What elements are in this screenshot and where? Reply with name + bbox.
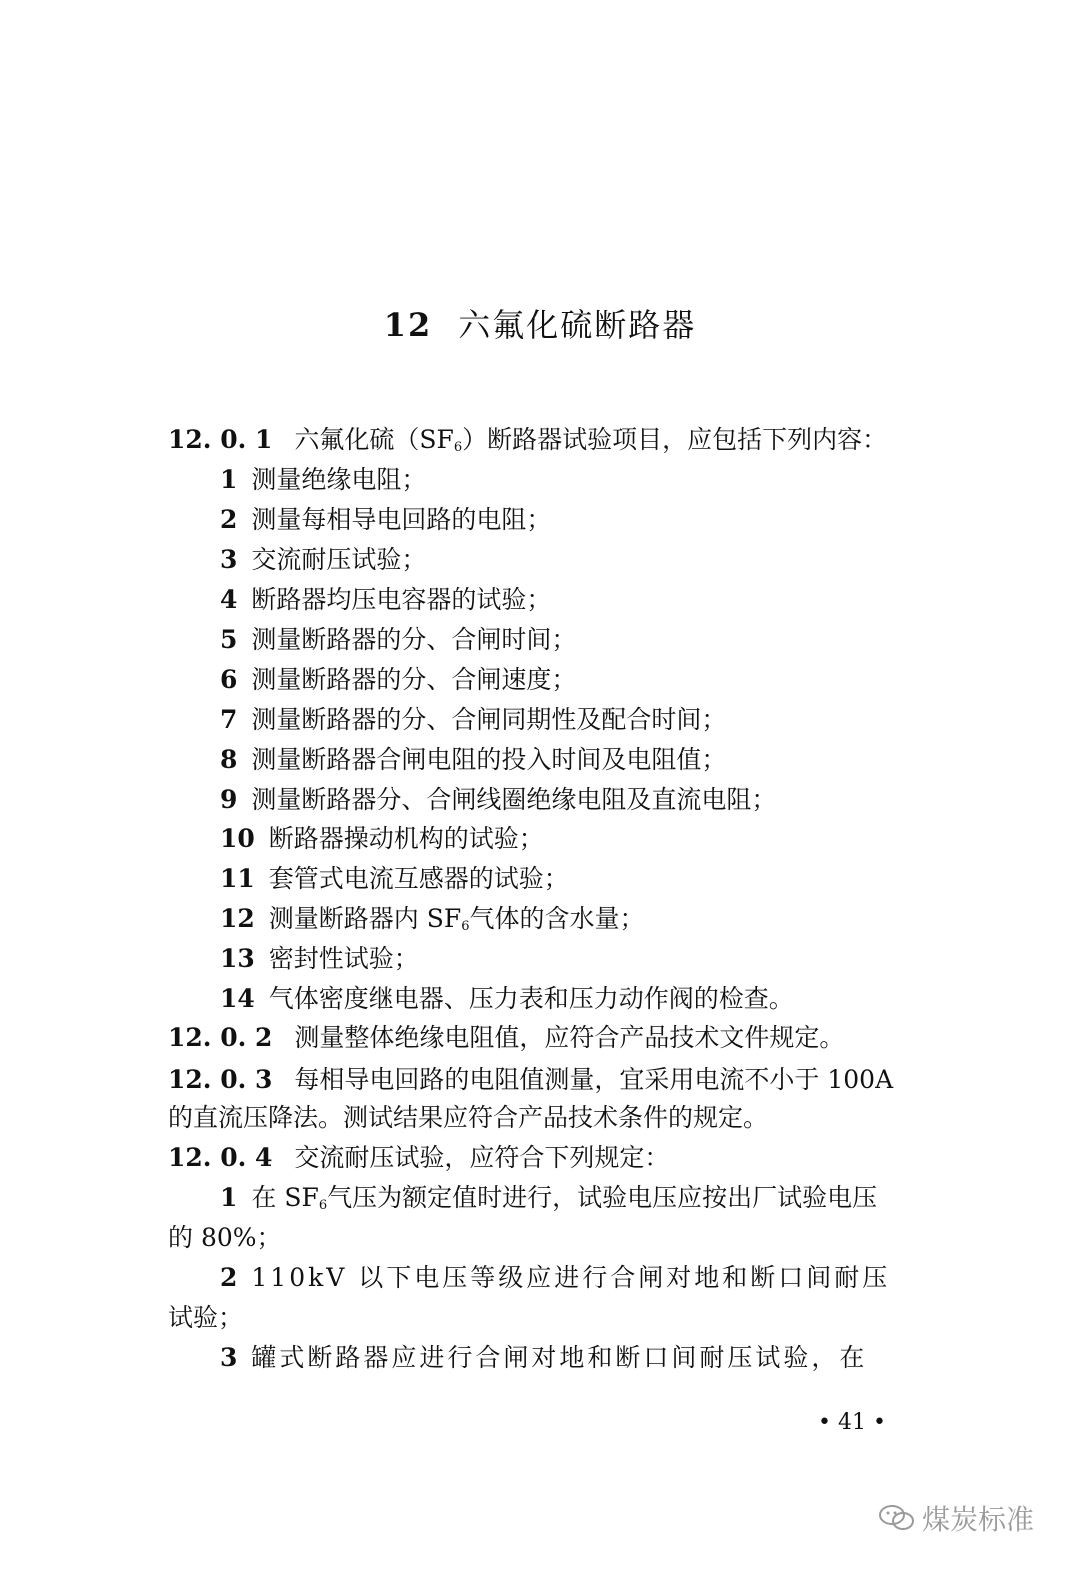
wechat-icon: [878, 1503, 916, 1540]
clause-12-0-4: 12. 0. 4 交流耐压试验，应符合下列规定：: [168, 1143, 670, 1172]
list-item-cont: 试验；: [168, 1303, 244, 1332]
clause-number: 12. 0. 1: [168, 425, 273, 454]
list-item: 7 测量断路器的分、合闸同期性及配合时间；: [220, 705, 727, 734]
list-item: 9 测量断路器分、合闸线圈绝缘电阻及直流电阻；: [220, 785, 777, 814]
list-item: 12 测量断路器内 $SF_6$气体的含水量；: [220, 904, 645, 934]
watermark: 煤炭标准: [878, 1498, 1034, 1540]
page-number: • 41 •: [818, 1410, 886, 1435]
list-item: 11 套管式电流互感器的试验；: [220, 864, 569, 893]
list-item: 1 测量绝缘电阻；: [220, 465, 427, 494]
list-item: 13 密封性试验；: [220, 944, 419, 973]
clause-12-0-1: 12. 0. 1 六氟化硫$(SF_6)$断路器试验项目，应包括下列内容：: [168, 425, 888, 455]
clause-12-0-3-cont: 的直流压降法。测试结果应符合产品技术条件的规定。: [168, 1103, 769, 1132]
clause-12-0-3: 12. 0. 3 每相导电回路的电阻值测量，宜采用电流不小于 100A: [168, 1065, 894, 1094]
list-item: 2 测量每相导电回路的电阻；: [220, 505, 552, 534]
list-item-cont: 的 80%；: [168, 1223, 282, 1252]
list-item: 4 断路器均压电容器的试验；: [220, 585, 552, 614]
list-item: 6 测量断路器的分、合闸速度；: [220, 665, 577, 694]
list-item: 2 110kV 以下电压等级应进行合闸对地和断口间耐压: [220, 1263, 891, 1292]
list-item: 1 在 $SF_6$气压为额定值时进行，试验电压应按出厂试验电压: [220, 1183, 878, 1213]
list-item: 3 交流耐压试验；: [220, 545, 427, 574]
list-item: 3 罐式断路器应进行合闸对地和断口间耐压试验，在: [220, 1343, 868, 1372]
chapter-number: 12: [383, 306, 433, 344]
list-item: 14 气体密度继电器、压力表和压力动作阀的检查。: [220, 984, 794, 1013]
chapter-title: [0, 300, 1080, 346]
list-item: 10 断路器操动机构的试验；: [220, 824, 544, 853]
list-item: 8 测量断路器合闸电阻的投入时间及电阻值；: [220, 745, 727, 774]
list-item: 5 测量断路器的分、合闸时间；: [220, 625, 577, 654]
chapter-title-text: 六氟化硫断路器: [458, 306, 697, 344]
clause-12-0-2: 12. 0. 2 测量整体绝缘电阻值，应符合产品技术文件规定。: [168, 1023, 845, 1052]
